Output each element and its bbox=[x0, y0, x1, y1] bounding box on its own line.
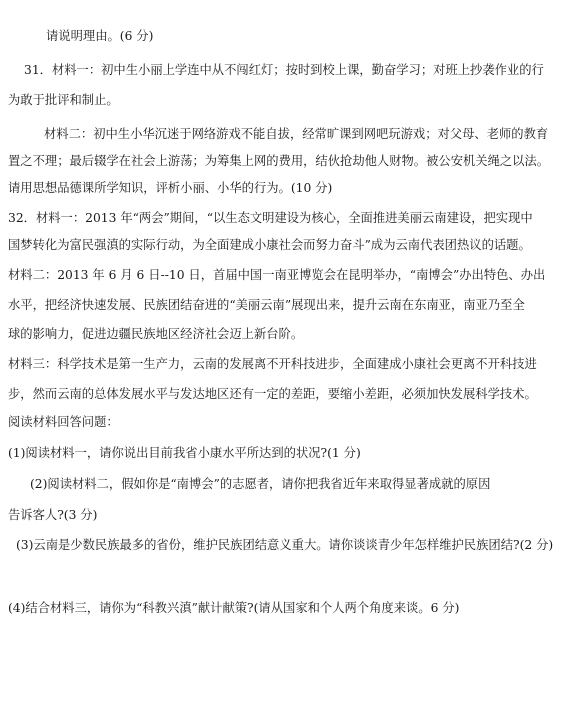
q32-read-prompt: 阅读材料回答问题： bbox=[8, 415, 119, 429]
q32-sub3: (3)云南是少数民族最多的省份，维护民族团结意义重大。请你谈谈青少年怎样维护民族团结?(2 分) bbox=[16, 538, 554, 552]
q31-material1-line2: 为敢于批评和制止。 bbox=[8, 93, 119, 107]
q32-material2-line1: 材料二：2013 年 6 月 6 日--10 日，首届中国一南亚博览会在昆明举办，“南博会”办出特色、办出 bbox=[8, 268, 546, 282]
q32-material3-line1: 材料三：科学技术是第一生产力，云南的发展离不开科技进步，全面建成小康社会更离不开科技进 bbox=[8, 357, 537, 371]
q31-material2-line1: 材料二：初中生小华沉迷于网络游戏不能自拔，经常旷课到网吧玩游戏；对父母、老师的教育 bbox=[44, 127, 549, 141]
q32-material1-line1: 32．材料一：2013 年“两会”期间，“以生态文明建设为核心，全面推进美丽云南建设，把实现中 bbox=[8, 211, 533, 225]
q30-tail: 请说明理由。(6 分) bbox=[46, 29, 154, 43]
q32-sub1: (1)阅读材料一，请你说出目前我省小康水平所达到的状况?(1 分) bbox=[8, 446, 361, 460]
q32-material2-line2: 水平，把经济快速发展、民族团结奋进的“美丽云南”展现出来，提升云南在东南亚，南亚乃至全 bbox=[8, 298, 525, 312]
q31-instruction: 请用思想品德课所学知识，评析小丽、小华的行为。(10 分) bbox=[8, 181, 333, 195]
q32-sub2-line2: 告诉客人?(3 分) bbox=[8, 508, 98, 522]
q32-material1-line2: 国梦转化为富民强滇的实际行动，为全面建成小康社会而努力奋斗”成为云南代表团热议的话题。 bbox=[8, 238, 531, 252]
q31-material1-line1: 31．材料一：初中生小丽上学连中从不闯红灯；按时到校上课，勤奋学习；对班上抄袭作业的行 bbox=[24, 63, 544, 77]
q32-material3-line2: 步，然而云南的总体发展水平与发达地区还有一定的差距，要缩小差距，必须加快发展科学技术。 bbox=[8, 387, 537, 401]
q32-sub2-line1: (2)阅读材料二，假如你是“南博会”的志愿者，请你把我省近年来取得显著成就的原因 bbox=[30, 477, 491, 491]
q32-material2-line3: 球的影响力，促进边疆民族地区经济社会迈上新台阶。 bbox=[8, 327, 304, 341]
q31-material2-line2: 置之不理；最后辍学在社会上游荡；为筹集上网的费用，结伙抢劫他人财物。被公安机关绳之以法。 bbox=[8, 154, 550, 168]
q32-sub4: (4)结合材料三，请你为“科教兴滇”献计献策?(请从国家和个人两个角度来谈。6 分) bbox=[8, 601, 460, 615]
